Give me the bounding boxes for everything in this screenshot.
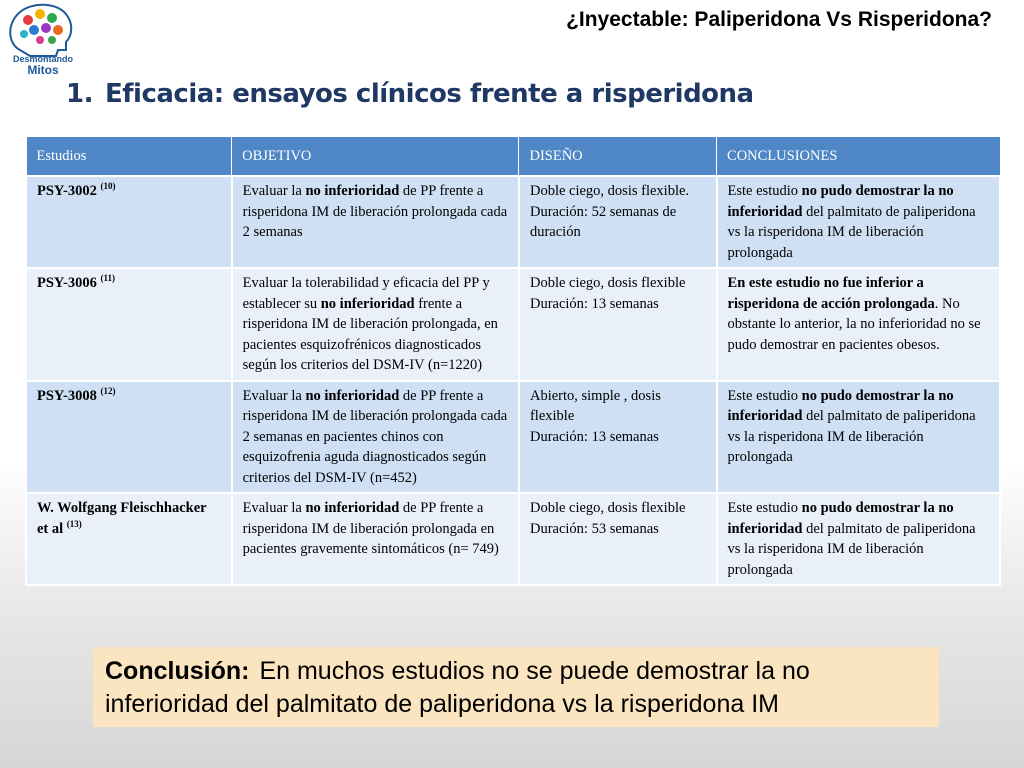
study-ref: (10) [100,181,116,192]
study-cell [26,268,232,381]
conclusion-box [93,647,939,727]
header-diseno: DISEÑO [519,137,717,177]
design-line: Doble ciego, dosis flexible. [529,183,690,199]
conclusion-text: del palmitato de paliperidona vs la risperidona IM de liberación prolongada [727,408,976,465]
study-cell [26,493,232,585]
slide-title [66,79,754,109]
study-ref: (11) [100,273,116,284]
conclusion-text: Este estudio [727,387,802,404]
study-name: PSY-3006 [37,275,97,291]
objective-text: de PP frente a risperidona IM de liberación prolongada cada 2 semanas [242,183,508,240]
objective-emphasis: no inferioridad [305,500,400,516]
conclusion-text: del palmitato de paliperidona vs la risperidona IM de liberación prolongada [727,520,976,578]
design-line: Duración: 13 semanas [529,428,659,445]
study-cell [26,176,232,268]
design-line: Doble ciego, dosis flexible [529,275,686,291]
objective-text: Evaluar la [242,183,306,199]
objective-text: Evaluar la [242,500,306,516]
study-name: PSY-3008 [37,387,97,404]
objective-text: Evaluar la [242,387,306,404]
study-cell [26,381,232,494]
title-text: Eficacia: ensayos clínicos frente a risperidona [104,79,754,109]
design-line: Abierto, simple , dosis flexible [529,387,661,424]
objective-emphasis: no inferioridad [305,387,400,404]
objective-text: de PP frente a risperidona IM de liberación prolongada cada 2 semanas en pacientes chinos con esquizofrenia aguda diagnosticados según criterios del DSM-IV (n=452) [242,387,508,486]
logo-text-primary: Desmontando [12,54,73,64]
studies-table [25,136,1001,586]
conclusion-cell [717,176,1000,268]
conclusion-cell [717,493,1000,585]
logo-text-secondary: Mitos [27,63,59,77]
objective-text: frente a risperidona IM de liberación prolongada, en pacientes esquizofrénicos diagnosticados según los criterios del DSM-IV (n=1220) [242,295,498,373]
objective-cell [232,493,519,585]
objective-emphasis: no inferioridad [305,183,400,199]
table-row [26,493,1000,585]
conclusion-emphasis: no pudo demostrar la no inferioridad [727,183,954,220]
header-conclusiones: CONCLUSIONES [717,137,1000,177]
conclusion-text: del palmitato de paliperidona vs la risperidona IM de liberación prolongada [727,203,976,261]
design-line: Doble ciego, dosis flexible [529,500,686,516]
conclusion-cell [717,381,1000,494]
title-number: 1. [66,79,93,109]
header-objetivo: OBJETIVO [232,137,519,177]
design-cell [519,268,717,381]
study-ref: (12) [100,385,116,396]
table-row [26,176,1000,268]
conclusion-emphasis: En este estudio no fue inferior a risperidona de acción prolongada [727,275,935,312]
conclusion-text: Este estudio [727,183,802,199]
design-cell [519,381,717,494]
study-ref: (13) [66,518,82,529]
objective-text: Evaluar la tolerabilidad y eficacia del PP y establecer su [242,275,490,312]
table-row [26,381,1000,494]
conclusion-cell [717,268,1000,381]
logo [0,0,88,80]
design-cell [519,176,717,268]
objective-cell [232,268,519,381]
design-cell [519,493,717,585]
slide-header-question: ¿Inyectable: Paliperidona Vs Risperidona? [566,8,992,31]
design-line: Duración: 53 semanas [529,520,659,537]
objective-emphasis: no inferioridad [320,295,415,312]
conclusion-emphasis: no pudo demostrar la no inferioridad [727,387,954,424]
conclusion-emphasis: no pudo demostrar la no inferioridad [727,500,954,537]
conclusion-label: Conclusión: [105,657,250,685]
header-estudios: Estudios [26,137,232,177]
conclusion-text: Este estudio [727,500,802,516]
conclusion-text: . No obstante lo anterior, la no inferioridad no se pudo demostrar en pacientes obesos. [727,295,981,353]
study-name: W. Wolfgang Fleischhacker et al [37,500,207,537]
conclusion-summary: En muchos estudios no se puede demostrar la no inferioridad del palmitato de paliperidona vs la risperidona IM [105,657,810,718]
design-line: Duración: 52 semanas de duración [529,203,677,240]
table-row [26,268,1000,381]
design-line: Duración: 13 semanas [529,295,659,312]
table-header-row [26,137,1000,177]
objective-text: de PP frente a risperidona IM de liberación prolongada en pacientes gravemente sintomáticos (n= 749) [242,500,499,557]
study-name: PSY-3002 [37,183,97,199]
objective-cell [232,381,519,494]
objective-cell [232,176,519,268]
